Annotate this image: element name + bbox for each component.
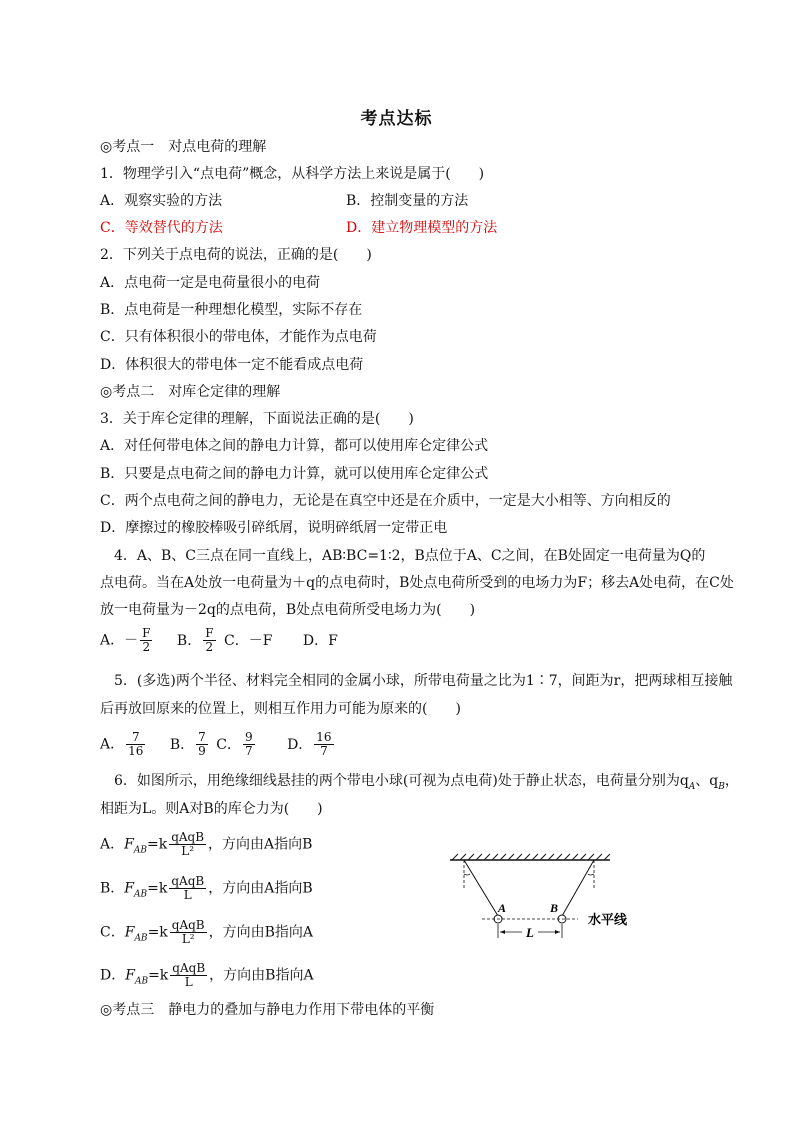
q4-option-b-label: B． (176, 632, 202, 649)
force-subscript: AB (134, 976, 149, 987)
direction-text: ，方向由B指向A (209, 967, 314, 984)
q1-option-b: B．控制变量的方法 (346, 193, 469, 209)
q6-option-d (100, 962, 314, 991)
section-heading-3: ◎考点三 静电力的叠加与静电力作用下带电体的平衡 (100, 1002, 435, 1018)
q6-stem-line1 (114, 771, 739, 797)
q6-stem-mid: 、q (695, 773, 719, 789)
q4-option-a-fraction (140, 627, 152, 654)
q4-stem-line2: 点电荷。当在A处放一电荷量为＋q的点电荷时，B处点电荷所受到的电场力为F；移去A处电荷，在C处 (100, 575, 734, 591)
force-subscript: AB (134, 889, 148, 900)
ceiling-hatching (452, 854, 610, 860)
formula-fraction (169, 875, 206, 902)
equals-k: =k (148, 967, 169, 984)
q6-option-a (100, 831, 312, 860)
direction-text: ，方向由A指向B (208, 880, 313, 897)
q5-option-b-fraction (196, 731, 208, 758)
q3-option-d: D．摩擦过的橡胶棒吸引碎纸屑，说明碎纸屑一定带正电 (100, 520, 448, 536)
q6-option-b (100, 875, 313, 904)
label-b: B (550, 901, 559, 915)
q4-stem-line1: 4．A、B、C三点在同一直线上，AB∶BC=1∶2，B点位于A、C之间，在B处固定一电荷量为Q的 (114, 548, 706, 564)
fraction-numerator: F (205, 626, 214, 640)
q6-option-c (100, 919, 313, 948)
dimension-arrow-right (555, 930, 560, 934)
page-title: 考点达标 (360, 109, 433, 129)
q3-stem: 3．关于库仑定律的理解，下面说法正确的是( ) (100, 411, 414, 427)
fraction-denominator: L (183, 888, 192, 902)
q2-option-d: D．体积很大的带电体一定不能看成点电荷 (100, 357, 364, 373)
label-l: L (526, 925, 534, 940)
formula-fraction (170, 962, 207, 989)
fraction-denominator: 2 (142, 640, 151, 654)
subscript-a: A (688, 781, 696, 792)
q1-option-d: D．建立物理模型的方法 (346, 220, 498, 236)
q1-option-c: C．等效替代的方法 (100, 220, 223, 236)
force-subscript: AB (134, 933, 148, 944)
force-symbol: F (124, 924, 135, 941)
fraction-denominator: 7 (320, 744, 328, 758)
q5-option-c-fraction (243, 731, 255, 758)
equals-k: =k (147, 880, 168, 897)
fraction-numerator: 7 (126, 731, 145, 745)
thread-b (562, 860, 594, 916)
q4-option-b-fraction (203, 627, 215, 654)
angle-arc-right (588, 874, 594, 875)
thread-a (464, 860, 498, 916)
force-subscript: AB (133, 845, 147, 856)
option-label: C． (100, 924, 125, 941)
fraction-numerator: qAqB (171, 830, 205, 844)
q5-options (100, 731, 336, 758)
fraction-denominator: 2 (205, 640, 214, 654)
q2-option-a: A．点电荷一定是电荷量很小的电荷 (100, 275, 321, 291)
q5-stem-line2: 后再放回原来的位置上，则相互作用力可能为原来的( ) (100, 701, 461, 717)
equals-k: =k (147, 924, 168, 941)
q4-stem-line3: 放一电荷量为－2q的点电荷，B处点电荷所受电场力为( ) (100, 602, 476, 618)
force-symbol: F (124, 836, 134, 853)
q4-option-a-label: A．－ (100, 632, 139, 649)
force-symbol: F (125, 967, 135, 984)
q4-option-d: D．F (302, 632, 338, 649)
q6-stem-line2: 相距为L。则A对B的库仑力为( ) (100, 801, 323, 817)
q5-option-a-fraction (126, 731, 145, 758)
q2-option-b: B．点电荷是一种理想化模型，实际不存在 (100, 302, 363, 318)
label-horizontal-line: 水平线 (588, 913, 628, 928)
fraction-numerator: 9 (244, 730, 253, 744)
label-a: A (498, 901, 507, 915)
q5-option-c-label: C． (216, 736, 241, 753)
q4-option-c: C．－F (223, 632, 273, 649)
option-label: A． (100, 836, 125, 853)
fraction-numerator: 16 (316, 730, 332, 744)
fraction-numerator: qAqB (172, 961, 206, 975)
fraction-denominator: L (184, 975, 193, 989)
direction-text: ，方向由B指向A (208, 924, 314, 941)
force-symbol: F (124, 880, 135, 897)
q5-option-d-label: D． (287, 736, 313, 753)
q2-stem: 2．下列关于点电荷的说法，正确的是( ) (100, 247, 372, 263)
fraction-denominator: 16 (128, 744, 144, 758)
q1-option-a: A．观察实验的方法 (100, 193, 223, 209)
q6-stem-text: 6．如图所示，用绝缘细线悬挂的两个带电小球(可视为点电荷)处于静止状态，电荷量分别为q (114, 773, 689, 789)
q5-stem-line1: 5．(多选)两个半径、材料完全相同的金属小球，所带电荷量之比为1∶7，间距为r，把两球相互接触 (114, 673, 733, 689)
fraction-denominator: L² (181, 844, 194, 858)
fraction-numerator: F (142, 626, 151, 640)
q3-option-c: C．两个点电荷之间的静电力，无论是在真空中还是在介质中，一定是大小相等、方向相反的 (100, 493, 671, 509)
formula-fraction (170, 919, 207, 946)
option-label: D． (100, 967, 126, 984)
option-label: B． (100, 880, 125, 897)
q5-option-d-fraction (314, 731, 333, 758)
q3-option-b: B．只要是点电荷之间的静电力计算，就可以使用库仑定律公式 (100, 466, 489, 482)
fraction-numerator: qAqB (171, 918, 205, 932)
q3-option-a: A．对任何带电体之间的静电力计算，都可以使用库仑定律公式 (100, 438, 489, 454)
fraction-denominator: 9 (198, 744, 206, 758)
formula-fraction (169, 831, 206, 858)
q5-option-a-label: A． (100, 736, 125, 753)
fraction-denominator: 7 (244, 744, 253, 758)
q1-stem: 1．物理学引入“点电荷”概念，从科学方法上来说是属于( ) (100, 166, 485, 182)
dimension-arrow-left (500, 930, 505, 934)
equals-k: =k (146, 836, 168, 853)
q2-option-c: C．只有体积很小的带电体，才能作为点电荷 (100, 329, 377, 345)
fraction-denominator: L² (181, 932, 195, 946)
q5-option-b-label: B． (169, 736, 195, 753)
q4-options (100, 627, 338, 654)
pendulum-diagram (448, 852, 648, 942)
subscript-b: B (718, 781, 725, 792)
q6-stem-end: ， (724, 773, 739, 789)
angle-arc-left (464, 874, 470, 875)
fraction-numerator: qAqB (171, 874, 205, 888)
section-heading-1: ◎考点一 对点电荷的理解 (100, 139, 267, 155)
direction-text: ，方向由A指向B (208, 836, 313, 853)
section-heading-2: ◎考点二 对库仑定律的理解 (100, 384, 281, 400)
fraction-numerator: 7 (198, 730, 206, 744)
